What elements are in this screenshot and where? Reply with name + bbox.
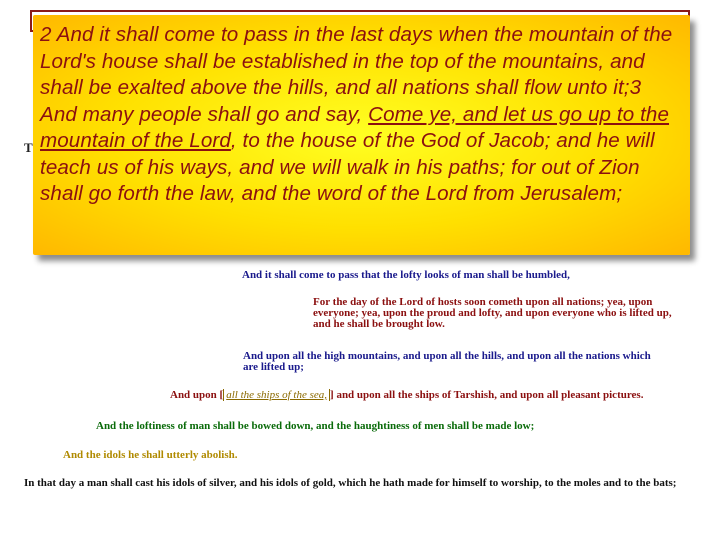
partial-heading-letter: T [24,140,33,155]
verse-ships-start: And upon [ [170,389,224,401]
verse-loftiness-of-man: And the loftiness of man shall be bowed down, and the haughtiness of men shall be made low; [96,420,535,432]
callout-text-start: 2 And it shall come to pass in the last days when the mountain of the Lord's house shall be established in the top of the mountains, and shall be exalted above the hills, and all nations shall flow unto it;3 And many people shall go and say, [40,23,673,126]
verse-ships [170,390,700,401]
callout-link-come-ye[interactable]: Come ye, and let us go up to the mountain of the Lord [40,102,670,152]
verse-high-mountains: And upon all the high mountains, and upon all the hills, and upon all the nations which are lifted up; [243,350,651,373]
verse-day-of-lord: For the day of the Lord of hosts soon cometh upon all nations; yea, upon everyone; yea, upon the proud and lofty, and upon everyone who is lifted up, and he shall be brought low. [313,296,672,330]
scripture-callout-box [33,15,690,255]
verse-idols-abolish: And the idols he shall utterly abolish. [63,449,238,461]
callout-text [40,22,682,208]
verse-ships-end: ] and upon all the ships of Tarshish, and upon all pleasant pictures. [330,389,644,401]
callout-text-end: , to the house of the God of Jacob; and he will teach us of his ways, and we will walk in his paths; for out of Zion shall go forth the law, and the word of the Lord from Jerusalem; [40,129,655,205]
verse-idols-silver-gold: In that day a man shall cast his idols of silver, and his idols of gold, which he hath made for himself to worship, to the moles and to the bats; [24,477,677,489]
verse-ships-boxed-phrase: all the ships of the sea, [223,389,330,401]
verse-lofty-looks: And it shall come to pass that the lofty looks of man shall be humbled, [242,269,570,281]
